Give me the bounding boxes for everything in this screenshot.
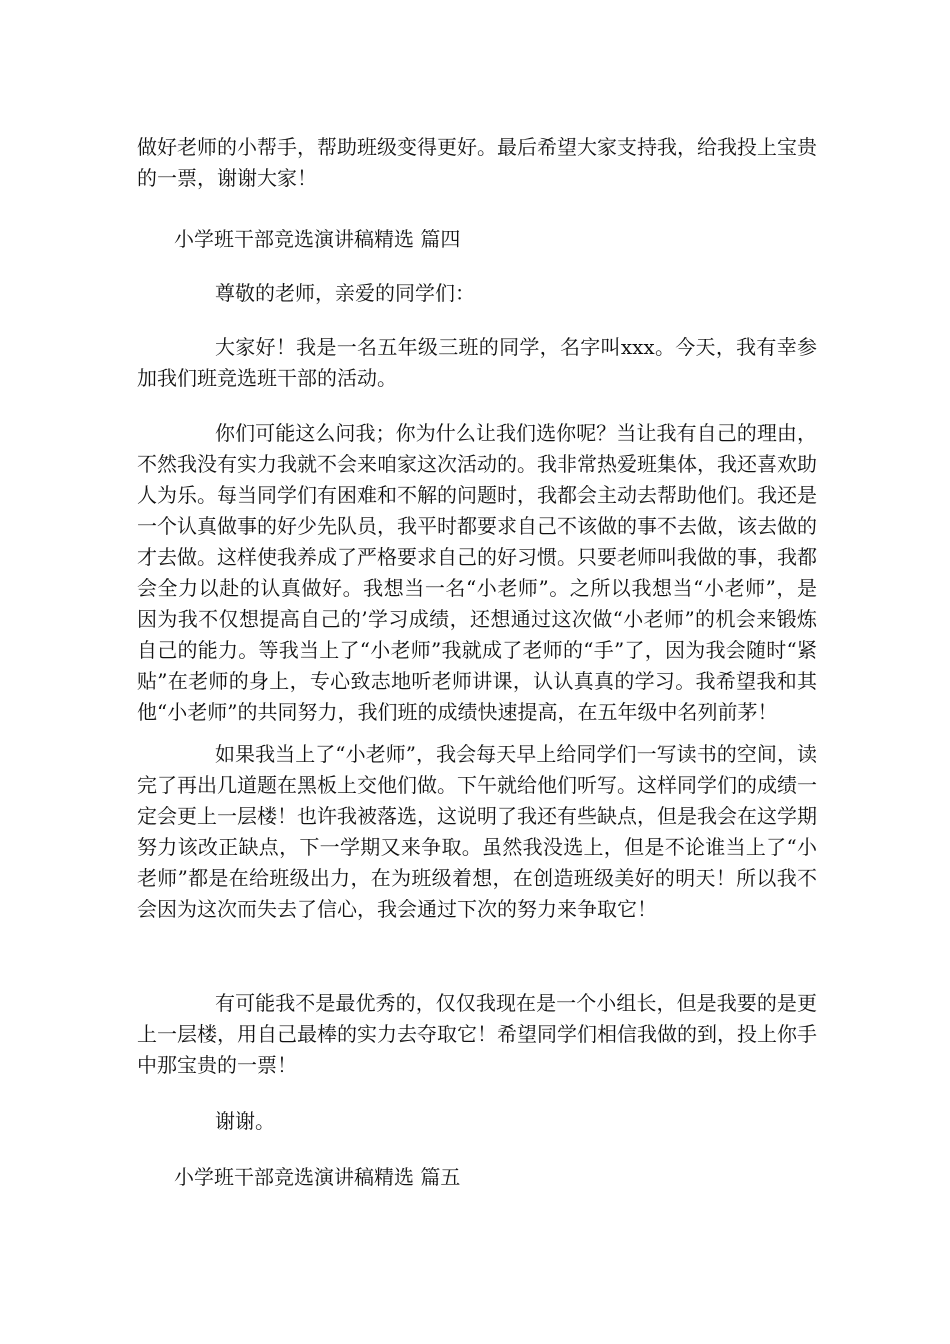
paragraph-thanks: 谢谢。 bbox=[215, 1109, 275, 1133]
paragraph-appeal: 有可能我不是最优秀的，仅仅我现在是一个小组长，但是我要的是更上一层楼，用自己最棒的实力去夺取它！希望同学们相信我做的到，投上你手中那宝贵的一票！ bbox=[137, 991, 817, 1077]
paragraph-salutation: 尊敬的老师，亲爱的同学们： bbox=[215, 281, 475, 305]
paragraph-closing-previous: 做好老师的小帮手，帮助班级变得更好。最后希望大家支持我，给我投上宝贵的一票，谢谢大家！ bbox=[137, 135, 817, 190]
paragraph-introduction: 大家好！我是一名五年级三班的同学，名字叫xxx。今天，我有幸参加我们班竞选班干部的活动。 bbox=[137, 335, 817, 390]
paragraph-plans: 如果我当上了“小老师”，我会每天早上给同学们一写读书的空间，读完了再出几道题在黑板上交他们做。下午就给他们听写。这样同学们的成绩一定会更上一层楼！也许我被落选，这说明了我还有些缺点，但是我会在这学期努力该改正缺点，下一学期又来争取。虽然我没选上，但是不论谁当上了“小老师”都是在给班级出力，在为班级着想，在创造班级美好的明天！所以我不会因为这次而失去了信心，我会通过下次的努力来争取它！ bbox=[137, 742, 817, 921]
section-heading-5: 小学班干部竞选演讲稿精选 篇五 bbox=[174, 1165, 461, 1189]
section-heading-4: 小学班干部竞选演讲稿精选 篇四 bbox=[174, 227, 461, 251]
paragraph-reasons: 你们可能这么问我；你为什么让我们选你呢？当让我有自己的理由，不然我没有实力我就不会来咱家这次活动的。我非常热爱班集体，我还喜欢助人为乐。每当同学们有困难和不解的问题时，我都会主动去帮助他们。我还是一个认真做事的好少先队员，我平时都要求自己不该做的事不去做，该去做的才去做。这样使我养成了严格要求自己的好习惯。只要老师叫我做的事，我都会全力以赴的认真做好。我想当一名“小老师”。之所以我想当“小老师”，是因为我不仅想提高自己的’学习成绩，还想通过这次做“小老师”的机会来锻炼自己的能力。等我当上了“小老师”我就成了老师的“手”了，因为我会随时“紧贴”在老师的身上，专心致志地听老师讲课，认认真真的学习。我希望我和其他“小老师”的共同努力，我们班的成绩快速提高，在五年级中名列前茅！ bbox=[137, 421, 817, 724]
